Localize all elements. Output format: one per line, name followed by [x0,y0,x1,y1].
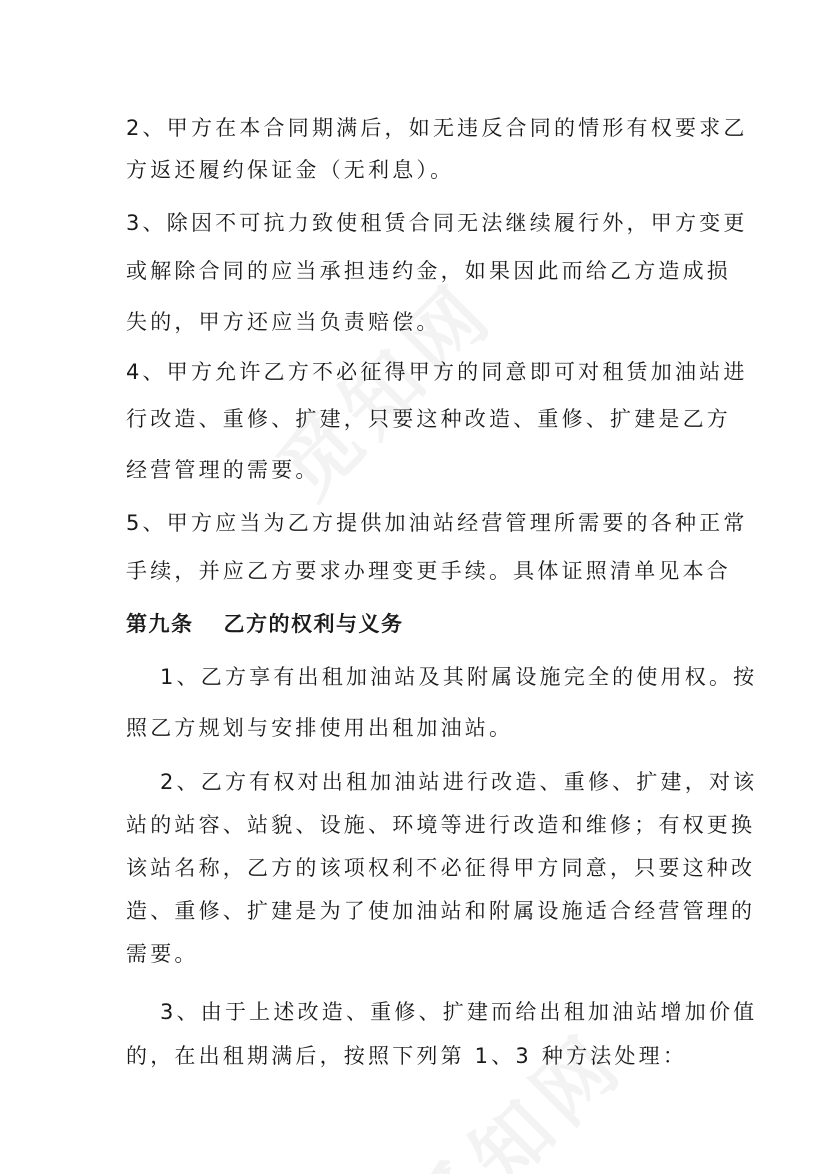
paragraph-line: 方返还履约保证金（无利息）。 [126,158,455,182]
watermark [379,1003,645,1174]
paragraph-line: 需要。 [126,942,199,966]
paragraph-line: 失的，甲方还应当负责赔偿。 [126,310,441,334]
paragraph-line: 1、乙方享有出租加油站及其附属设施完全的使用权。按 [160,665,758,689]
paragraph-line: 站的站容、站貌、设施、环境等进行改造和维修；有权更换 [126,813,756,837]
article-heading [126,608,404,638]
paragraph-line: 2、乙方有权对出租加油站进行改造、重修、扩建，对该 [160,770,758,794]
paragraph-line: 经营管理的需要。 [126,458,320,482]
paragraph-line: 4、甲方允许乙方不必征得甲方的同意即可对租赁加油站进 [126,360,748,384]
paragraph-line: 5、甲方应当为乙方提供加油站经营管理所需要的各种正常 [126,511,748,535]
paragraph-line: 2、甲方在本合同期满后，如无违反合同的情形有权要求乙 [126,116,748,140]
article-number: 第九条 [126,612,194,636]
paragraph-line: 行改造、重修、扩建，只要这种改造、重修、扩建是乙方 [126,407,731,431]
paragraph-line: 该站名称，乙方的该项权利不必征得甲方同意，只要这种改 [126,856,756,880]
article-title: 乙方的权利与义务 [223,612,404,636]
paragraph-line: 照乙方规划与安排使用出租加油站。 [126,716,514,740]
paragraph-line: 手续，并应乙方要求办理变更手续。具体证照清单见本合 [126,559,731,583]
paragraph-line: 或解除合同的应当承担违约金，如果因此而给乙方造成损 [126,259,731,283]
paragraph-line: 造、重修、扩建是为了使加油站和附属设施适合经营管理的 [126,899,756,923]
paragraph-line: 3、除因不可抗力致使租赁合同无法继续履行外，甲方变更 [126,211,748,235]
paragraph-line: 的，在出租期满后，按照下列第 1、3 种方法处理： [126,1044,688,1068]
paragraph-line: 3、由于上述改造、重修、扩建而给出租加油站增加价值 [160,1000,758,1024]
